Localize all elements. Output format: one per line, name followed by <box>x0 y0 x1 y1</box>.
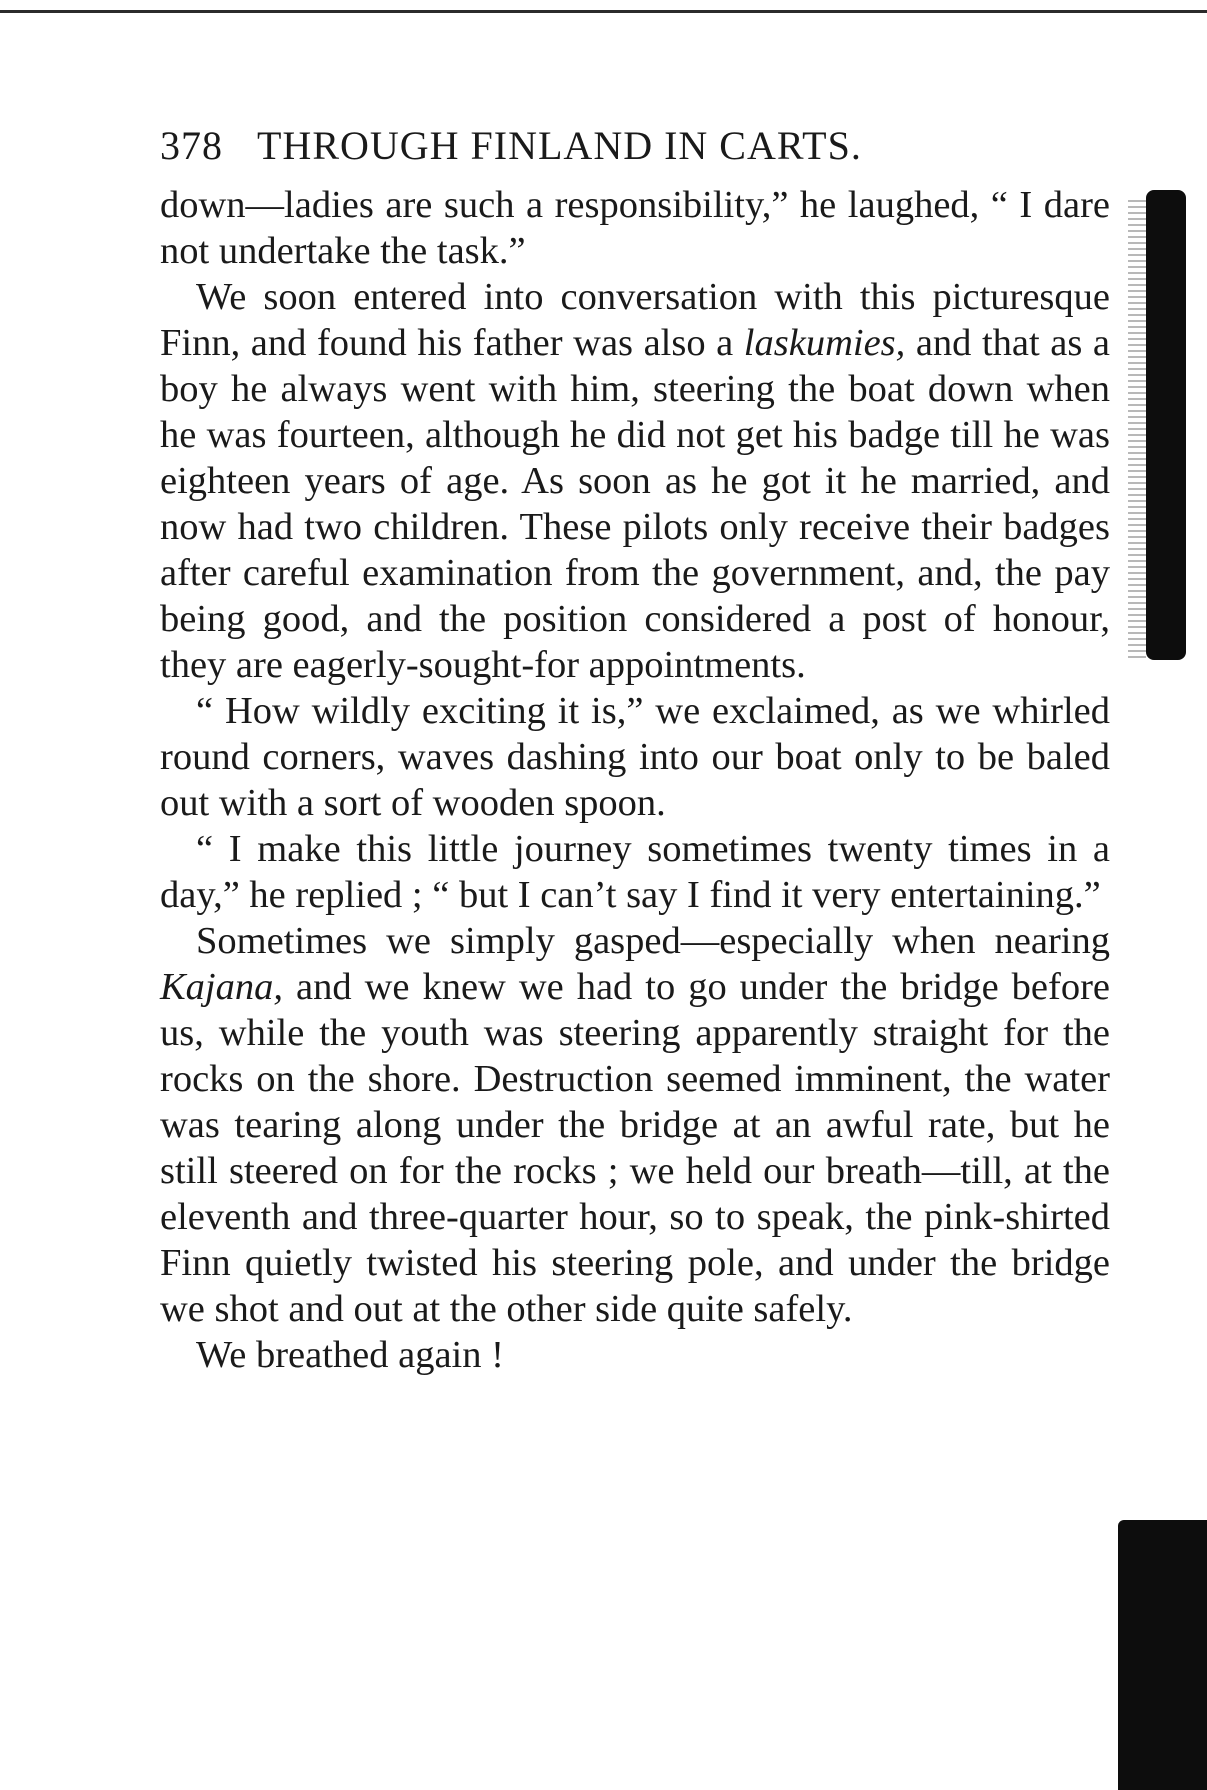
kajana-place-name: Kajana, <box>160 966 284 1008</box>
paragraph-4 <box>160 826 1110 918</box>
page-number: 378 <box>160 123 223 168</box>
running-title: THROUGH FINLAND IN CARTS. <box>257 123 862 168</box>
book-page <box>160 122 1110 1378</box>
scan-edge-shadow-lower <box>1118 1520 1207 1790</box>
paragraph-2 <box>160 274 1110 688</box>
paragraph-5-text-b: and we knew we had to go under the bridge before us, while the youth was steering apparently straight for the rocks on the shore. Destruction seemed imminent, the water was tearing along under the bridge at an awful rate, but he still steered on for the rocks ; we held our breath—till, at the eleventh and three-quarter hour, so to speak, the pink-shirted Finn quietly twisted his steering pole, and under the bridge we shot and out at the other side quite safely. <box>160 966 1110 1330</box>
laskumies-term: laskumies, <box>743 322 906 364</box>
paragraph-4-text: “ I make this little journey sometimes twenty times in a day,” he replied ; “ but I can’t say I find it very entertaining.” <box>160 828 1110 916</box>
body-text <box>160 182 1110 1378</box>
scan-edge-speckle <box>1128 200 1146 660</box>
paragraph-6-text: We breathed again ! <box>196 1334 504 1376</box>
paragraph-1-text: down—ladies are such a responsibility,” he laughed, “ I dare not undertake the task.” <box>160 184 1110 272</box>
paragraph-3-text: “ How wildly exciting it is,” we exclaimed, as we whirled round corners, waves dashing into our boat only to be baled out with a sort of wooden spoon. <box>160 690 1110 824</box>
paragraph-1 <box>160 182 1110 274</box>
paragraph-6 <box>160 1332 1110 1378</box>
paragraph-3 <box>160 688 1110 826</box>
paragraph-2-text-a: We soon entered into conversation with this picturesque Finn, and found his father was also a <box>160 276 1110 364</box>
paragraph-2-text-b: and that as a boy he always went with him, steering the boat down when he was fourteen, although he did not get his badge till he was eighteen years of age. As soon as he got it he married, and now had two children. These pilots only receive their badges after careful examination from the government, and, the pay being good, and the position considered a post of honour, they are eagerly-sought-for appointments. <box>160 322 1110 686</box>
top-rule <box>0 10 1207 13</box>
running-head <box>160 122 1110 182</box>
paragraph-5-text-a: Sometimes we simply gasped—especially when nearing <box>196 920 1110 962</box>
paragraph-5 <box>160 918 1110 1332</box>
scan-edge-shadow-upper <box>1146 190 1186 660</box>
